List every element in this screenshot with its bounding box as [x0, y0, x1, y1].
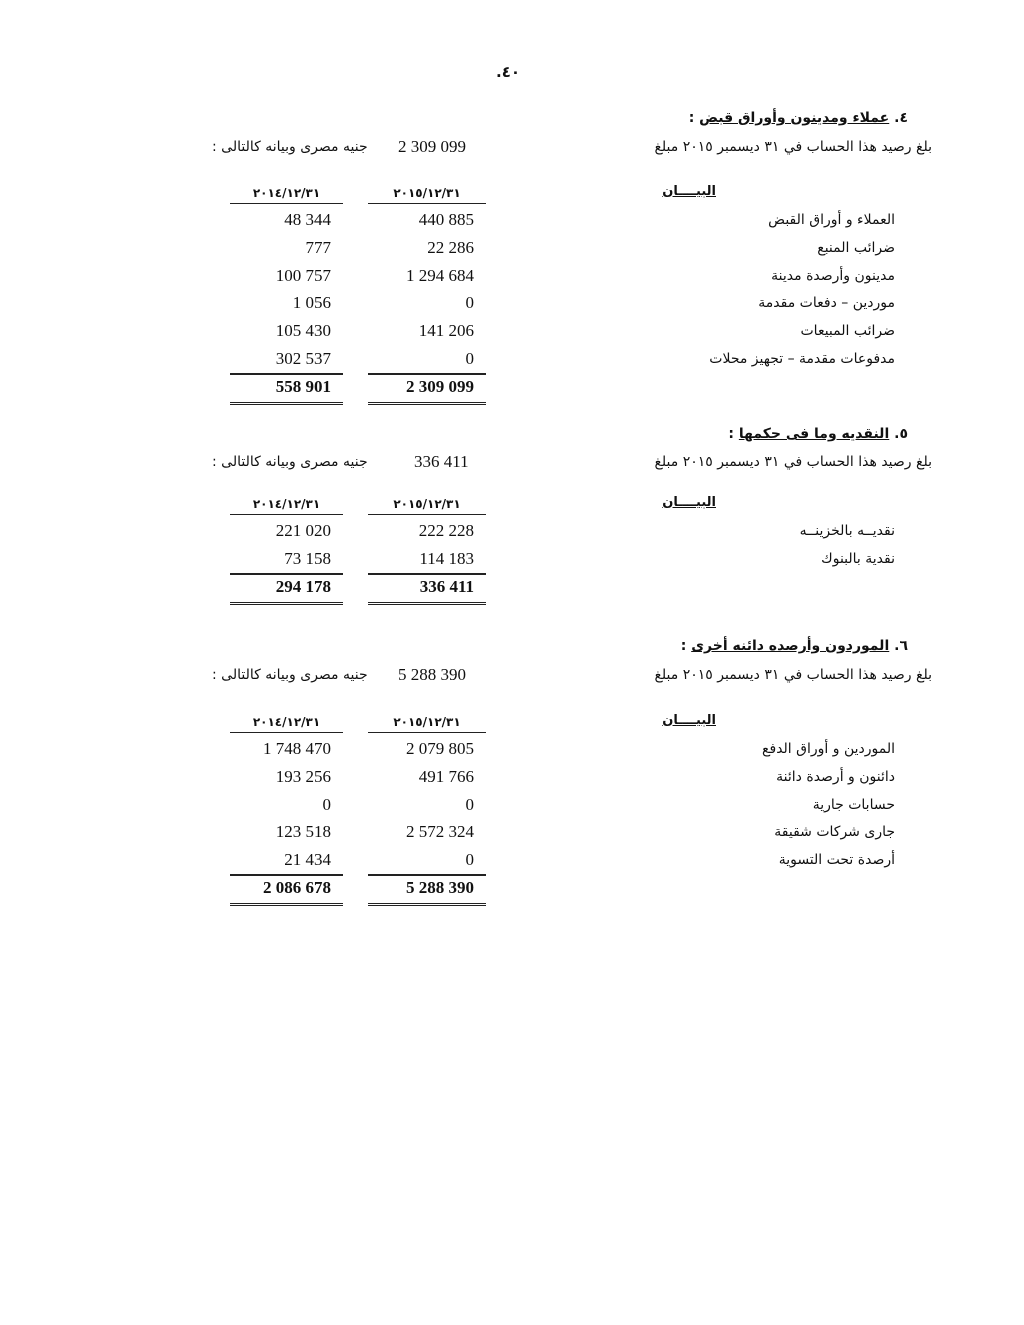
row-description: جارى شركات شقيقة	[774, 824, 895, 840]
currency-note: جنيه مصرى وبيانه كالتالى :	[212, 139, 368, 155]
column-header-2015: ٢٠١٥/١٢/٣١	[368, 186, 486, 204]
row-value-2014: 1 748 470	[263, 739, 331, 758]
balance-amount: 2 309 099	[398, 137, 466, 156]
row-description: نقديــه بالخزينــه	[799, 523, 895, 539]
row-value-2014: 0	[322, 795, 331, 814]
section-colon: :	[688, 110, 695, 126]
row-value-2014: 221 020	[275, 521, 331, 540]
row-value-2015: 0	[465, 349, 474, 368]
row-value-2015: 2 572 324	[406, 822, 474, 841]
currency-note: جنيه مصرى وبيانه كالتالى :	[212, 667, 368, 683]
row-value-2015: 22 286	[427, 238, 474, 257]
description-header: البيــــان	[662, 184, 716, 199]
row-value-2015: 0	[465, 293, 474, 312]
row-description: موردين – دفعات مقدمة	[758, 295, 895, 311]
row-description: مدفوعات مقدمة – تجهيز محلات	[709, 351, 895, 367]
row-value-2014: 123 518	[275, 822, 331, 841]
total-2015: 5 288 390	[368, 874, 486, 906]
row-description: ضرائب المنبع	[817, 240, 895, 256]
row-value-2015: 0	[465, 850, 474, 869]
total-2015: 2 309 099	[368, 373, 486, 405]
section-title-text: عملاء ومدينون وأوراق قبض	[699, 110, 890, 126]
balance-intro: بلغ رصيد هذا الحساب في ٣١ ديسمبر ٢٠١٥ مبلغ	[654, 139, 932, 155]
column-header-2014: ٢٠١٤/١٢/٣١	[230, 715, 343, 733]
row-value-2015: 141 206	[418, 321, 474, 340]
column-header-2015: ٢٠١٥/١٢/٣١	[368, 715, 486, 733]
row-description: نقدية بالبنوك	[821, 551, 895, 567]
column-header-2014: ٢٠١٤/١٢/٣١	[230, 497, 343, 515]
row-description: ضرائب المبيعات	[800, 323, 895, 339]
currency-note: جنيه مصرى وبيانه كالتالى :	[212, 454, 368, 470]
row-description: الموردين و أوراق الدفع	[762, 741, 895, 757]
page-number: ٤٠.	[496, 63, 521, 81]
row-value-2015: 222 228	[418, 521, 474, 540]
balance-amount: 5 288 390	[398, 665, 466, 684]
row-value-2014: 73 158	[284, 549, 331, 568]
total-2015: 336 411	[368, 573, 486, 605]
row-value-2014: 105 430	[275, 321, 331, 340]
column-header-2015: ٢٠١٥/١٢/٣١	[368, 497, 486, 515]
balance-intro: بلغ رصيد هذا الحساب في ٣١ ديسمبر ٢٠١٥ مبلغ	[654, 454, 932, 470]
row-description: دائنون و أرصدة دائنة	[776, 769, 895, 785]
row-value-2014: 1 056	[292, 293, 331, 312]
total-2014: 2 086 678	[230, 874, 343, 906]
row-value-2015: 491 766	[418, 767, 474, 786]
section-title	[689, 110, 908, 126]
section-colon: :	[680, 638, 687, 654]
row-description: أرصدة تحت التسوية	[778, 852, 895, 868]
section-title-text: النقديه وما فى حكمها	[738, 426, 890, 442]
row-value-2015: 2 079 805	[406, 739, 474, 758]
row-value-2014: 48 344	[284, 210, 331, 229]
section-colon: :	[728, 426, 734, 442]
row-description: العملاء و أوراق القبض	[768, 212, 895, 228]
section-number: ٦.	[894, 638, 908, 654]
section-title	[681, 638, 908, 654]
section-title-text: الموردون وأرصده دائنه أخرى	[691, 638, 890, 654]
description-header: البيــــان	[662, 495, 716, 510]
row-value-2014: 302 537	[275, 349, 331, 368]
row-description: حسابات جارية	[812, 797, 895, 813]
section-title	[728, 426, 908, 442]
row-value-2015: 114 183	[419, 549, 474, 568]
row-value-2014: 193 256	[275, 767, 331, 786]
row-value-2014: 21 434	[284, 850, 331, 869]
row-value-2014: 777	[305, 238, 331, 257]
total-2014: 294 178	[230, 573, 343, 605]
section-number: ٤.	[894, 110, 908, 126]
balance-intro: بلغ رصيد هذا الحساب في ٣١ ديسمبر ٢٠١٥ مبلغ	[654, 667, 932, 683]
balance-amount: 336 411	[414, 452, 469, 471]
section-number: ٥.	[894, 426, 908, 442]
column-header-2014: ٢٠١٤/١٢/٣١	[230, 186, 343, 204]
row-description: مدينون وأرصدة مدينة	[771, 268, 895, 284]
row-value-2015: 1 294 684	[406, 266, 474, 285]
total-2014: 558 901	[230, 373, 343, 405]
row-value-2015: 440 885	[418, 210, 474, 229]
row-value-2015: 0	[465, 795, 474, 814]
description-header: البيــــان	[662, 713, 716, 728]
row-value-2014: 100 757	[275, 266, 331, 285]
